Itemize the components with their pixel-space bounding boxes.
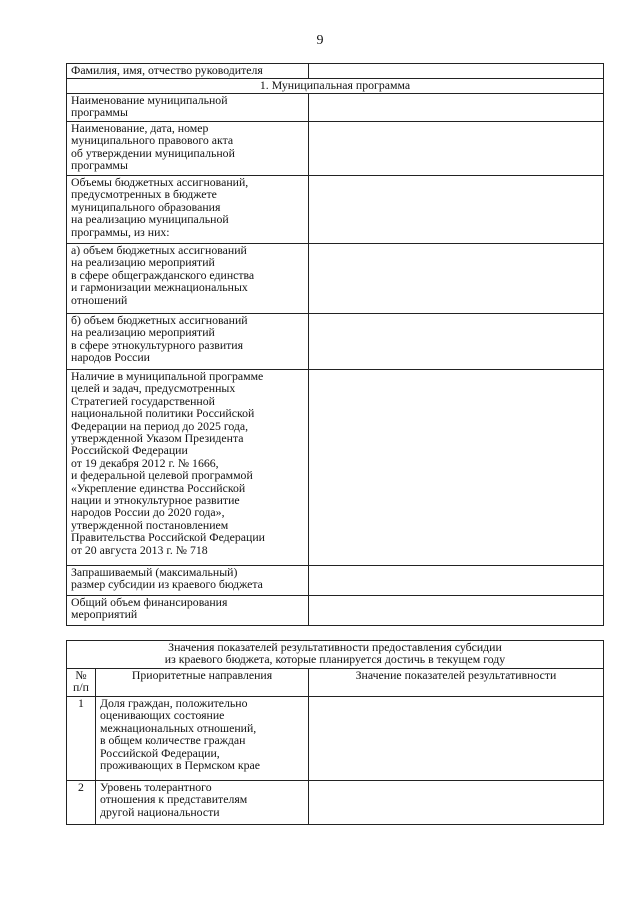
strategy-goals-row bbox=[67, 370, 604, 566]
requested-subsidy-row bbox=[67, 566, 604, 596]
indicator-direction: Уровень толерантного отношения к представителям другой национальности bbox=[96, 781, 309, 825]
indicator-number: 1 bbox=[67, 697, 96, 781]
budget-allocations-value[interactable] bbox=[309, 176, 604, 244]
total-financing-row bbox=[67, 596, 604, 626]
program-name-label: Наименование муниципальной программы bbox=[67, 94, 309, 122]
budget-allocations-label: Объемы бюджетных ассигнований, предусмотренных в бюджете муниципального образования на реализацию муниципальной программы, из них: bbox=[67, 176, 309, 244]
page-number: 9 bbox=[316, 33, 324, 48]
program-form-table bbox=[66, 63, 604, 626]
head-name-row bbox=[67, 64, 604, 79]
civic-unity-budget-label: а) объем бюджетных ассигнований на реализацию мероприятий в сфере общегражданского единства и гармонизации межнациональных отношений bbox=[67, 244, 309, 314]
total-financing-label: Общий объем финансирования мероприятий bbox=[67, 596, 309, 626]
requested-subsidy-label: Запрашиваемый (максимальный) размер субсидии из краевого бюджета bbox=[67, 566, 309, 596]
indicators-table bbox=[66, 640, 604, 825]
col-value-header: Значение показателей результативности bbox=[309, 669, 604, 697]
section-title-row bbox=[67, 79, 604, 94]
civic-unity-budget-row bbox=[67, 244, 604, 314]
indicator-direction: Доля граждан, положительно оценивающих состояние межнациональных отношений, в общем количестве граждан Российской Федерации, проживающих в Пермском крае bbox=[96, 697, 309, 781]
indicator-value[interactable] bbox=[309, 781, 604, 825]
ethnocultural-budget-value[interactable] bbox=[309, 314, 604, 370]
program-name-row bbox=[67, 94, 604, 122]
total-financing-value[interactable] bbox=[309, 596, 604, 626]
budget-allocations-row bbox=[67, 176, 604, 244]
head-name-value[interactable] bbox=[309, 64, 604, 79]
ethnocultural-budget-row bbox=[67, 314, 604, 370]
indicator-row bbox=[67, 781, 604, 825]
program-name-value[interactable] bbox=[309, 94, 604, 122]
indicators-title-row bbox=[67, 641, 604, 669]
legal-act-row bbox=[67, 122, 604, 176]
civic-unity-budget-value[interactable] bbox=[309, 244, 604, 314]
indicator-value[interactable] bbox=[309, 697, 604, 781]
strategy-goals-value[interactable] bbox=[309, 370, 604, 566]
strategy-goals-label: Наличие в муниципальной программе целей и задач, предусмотренных Стратегией государственной национальной политики Российской Федерации на период до 2025 года, утвержденной Указом Президента Российской Федерации от 19 декабря 2012 г. № 1666, и федеральной целевой программой «Укрепление единства Российской нации и этнокультурное развитие народов России до 2020 года», утвержденной постановлением Правительства Российской Федерации от 20 августа 2013 г. № 718 bbox=[67, 370, 309, 566]
col-direction-header: Приоритетные направления bbox=[96, 669, 309, 697]
legal-act-value[interactable] bbox=[309, 122, 604, 176]
indicator-number: 2 bbox=[67, 781, 96, 825]
requested-subsidy-value[interactable] bbox=[309, 566, 604, 596]
legal-act-label: Наименование, дата, номер муниципального правового акта об утверждении муниципальной программы bbox=[67, 122, 309, 176]
indicators-header-row bbox=[67, 669, 604, 697]
indicator-row bbox=[67, 697, 604, 781]
head-name-label: Фамилия, имя, отчество руководителя bbox=[67, 64, 309, 79]
ethnocultural-budget-label: б) объем бюджетных ассигнований на реализацию мероприятий в сфере этнокультурного развития народов России bbox=[67, 314, 309, 370]
col-number-header: № п/п bbox=[67, 669, 96, 697]
indicators-title: Значения показателей результативности предоставления субсидии из краевого бюджета, которые планируется достичь в текущем году bbox=[67, 641, 604, 669]
section-title: 1. Муниципальная программа bbox=[67, 79, 604, 94]
